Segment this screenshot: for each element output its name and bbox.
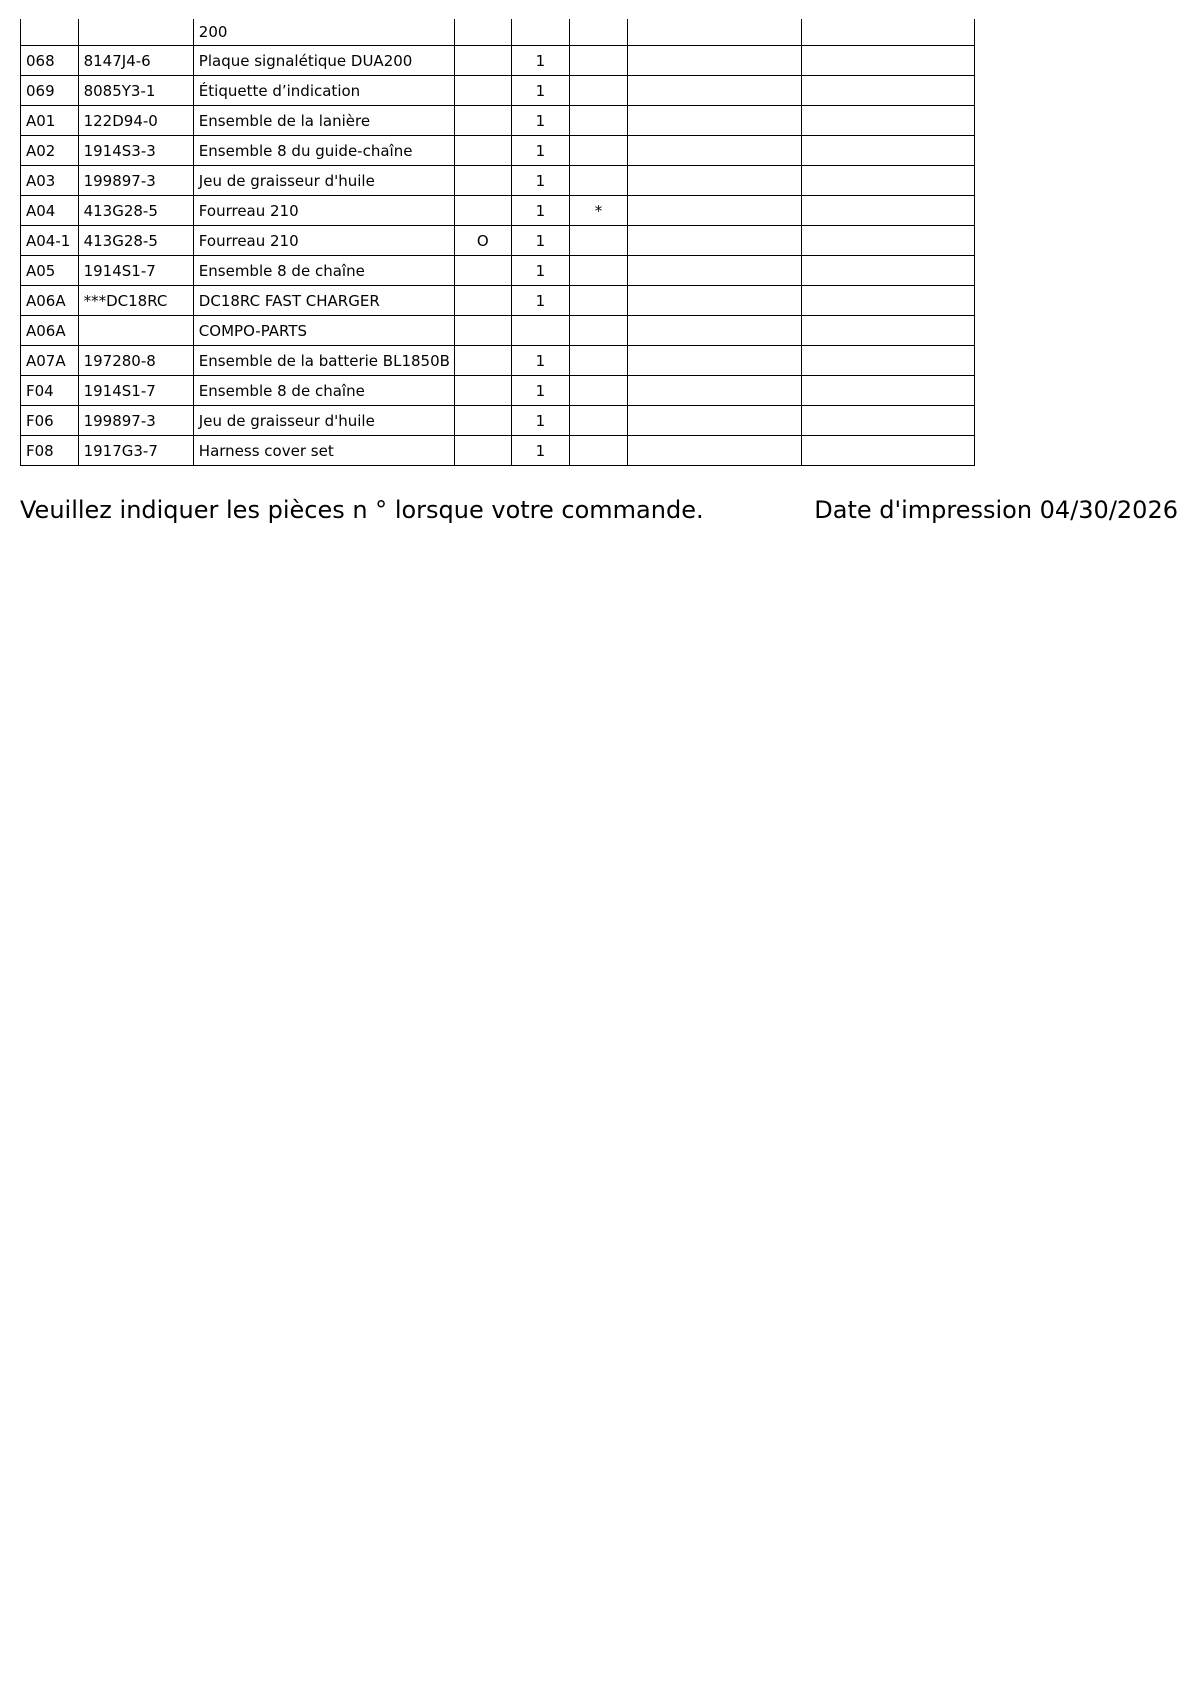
extra-cell-2 bbox=[802, 316, 975, 346]
extra-cell-1 bbox=[628, 376, 802, 406]
note-cell bbox=[569, 46, 628, 76]
quantity-cell: 1 bbox=[512, 46, 570, 76]
part-number-cell: 1914S3-3 bbox=[78, 136, 193, 166]
part-number-cell: 1914S1-7 bbox=[78, 376, 193, 406]
extra-cell-1 bbox=[628, 106, 802, 136]
note-cell bbox=[569, 19, 628, 46]
note-cell bbox=[569, 436, 628, 466]
note-cell bbox=[569, 136, 628, 166]
mark-cell bbox=[454, 286, 512, 316]
note-cell bbox=[569, 406, 628, 436]
quantity-cell: 1 bbox=[512, 286, 570, 316]
extra-cell-1 bbox=[628, 136, 802, 166]
mark-cell bbox=[454, 76, 512, 106]
extra-cell-2 bbox=[802, 376, 975, 406]
note-cell bbox=[569, 286, 628, 316]
extra-cell-2 bbox=[802, 166, 975, 196]
note-cell bbox=[569, 256, 628, 286]
extra-cell-2 bbox=[802, 286, 975, 316]
mark-cell: O bbox=[454, 226, 512, 256]
item-number-cell: A06A bbox=[21, 316, 79, 346]
quantity-cell: 1 bbox=[512, 196, 570, 226]
description-cell: DC18RC FAST CHARGER bbox=[193, 286, 454, 316]
table-row bbox=[21, 376, 975, 406]
table-row bbox=[21, 406, 975, 436]
item-number-cell: A02 bbox=[21, 136, 79, 166]
item-number-cell: A03 bbox=[21, 166, 79, 196]
extra-cell-2 bbox=[802, 46, 975, 76]
table-row bbox=[21, 316, 975, 346]
note-cell bbox=[569, 376, 628, 406]
table-row bbox=[21, 46, 975, 76]
extra-cell-2 bbox=[802, 256, 975, 286]
continuation-row bbox=[21, 19, 975, 46]
description-cell: Ensemble de la lanière bbox=[193, 106, 454, 136]
extra-cell-1 bbox=[628, 166, 802, 196]
extra-cell-1 bbox=[628, 19, 802, 46]
extra-cell-1 bbox=[628, 346, 802, 376]
mark-cell bbox=[454, 406, 512, 436]
mark-cell bbox=[454, 166, 512, 196]
description-cell: Fourreau 210 bbox=[193, 226, 454, 256]
mark-cell bbox=[454, 196, 512, 226]
mark-cell bbox=[454, 436, 512, 466]
description-cell: COMPO-PARTS bbox=[193, 316, 454, 346]
quantity-cell: 1 bbox=[512, 76, 570, 106]
item-number-cell bbox=[21, 19, 79, 46]
extra-cell-2 bbox=[802, 196, 975, 226]
part-number-cell: 199897-3 bbox=[78, 406, 193, 436]
description-cell: Jeu de graisseur d'huile bbox=[193, 166, 454, 196]
part-number-cell: 197280-8 bbox=[78, 346, 193, 376]
description-cell: Harness cover set bbox=[193, 436, 454, 466]
item-number-cell: A04-1 bbox=[21, 226, 79, 256]
quantity-cell: 1 bbox=[512, 166, 570, 196]
quantity-cell: 1 bbox=[512, 406, 570, 436]
description-cell: Ensemble 8 de chaîne bbox=[193, 376, 454, 406]
note-cell: * bbox=[569, 196, 628, 226]
quantity-cell: 1 bbox=[512, 226, 570, 256]
part-number-cell: 1914S1-7 bbox=[78, 256, 193, 286]
quantity-cell bbox=[512, 19, 570, 46]
description-cell: Jeu de graisseur d'huile bbox=[193, 406, 454, 436]
extra-cell-2 bbox=[802, 226, 975, 256]
extra-cell-1 bbox=[628, 406, 802, 436]
mark-cell bbox=[454, 136, 512, 166]
note-cell bbox=[569, 76, 628, 106]
extra-cell-2 bbox=[802, 76, 975, 106]
description-cell: Ensemble de la batterie BL1850B bbox=[193, 346, 454, 376]
item-number-cell: A07A bbox=[21, 346, 79, 376]
item-number-cell: A01 bbox=[21, 106, 79, 136]
quantity-cell: 1 bbox=[512, 346, 570, 376]
extra-cell-1 bbox=[628, 316, 802, 346]
table-row bbox=[21, 226, 975, 256]
extra-cell-1 bbox=[628, 286, 802, 316]
part-number-cell bbox=[78, 19, 193, 46]
note-cell bbox=[569, 106, 628, 136]
table-row bbox=[21, 196, 975, 226]
extra-cell-2 bbox=[802, 436, 975, 466]
note-cell bbox=[569, 166, 628, 196]
description-cell: Étiquette d’indication bbox=[193, 76, 454, 106]
parts-table bbox=[20, 19, 975, 466]
quantity-cell: 1 bbox=[512, 136, 570, 166]
mark-cell bbox=[454, 346, 512, 376]
table-row bbox=[21, 256, 975, 286]
extra-cell-2 bbox=[802, 346, 975, 376]
description-cell: Ensemble 8 de chaîne bbox=[193, 256, 454, 286]
quantity-cell bbox=[512, 316, 570, 346]
description-cell: Ensemble 8 du guide-chaîne bbox=[193, 136, 454, 166]
part-number-cell: 413G28-5 bbox=[78, 226, 193, 256]
extra-cell-2 bbox=[802, 106, 975, 136]
note-cell bbox=[569, 346, 628, 376]
item-number-cell: F08 bbox=[21, 436, 79, 466]
description-cell: Plaque signalétique DUA200 bbox=[193, 46, 454, 76]
table-row bbox=[21, 346, 975, 376]
table-row bbox=[21, 436, 975, 466]
extra-cell-1 bbox=[628, 256, 802, 286]
item-number-cell: 068 bbox=[21, 46, 79, 76]
item-number-cell: A04 bbox=[21, 196, 79, 226]
print-date: Date d'impression 04/30/2026 bbox=[814, 496, 1178, 524]
part-number-cell: 199897-3 bbox=[78, 166, 193, 196]
quantity-cell: 1 bbox=[512, 106, 570, 136]
item-number-cell: F04 bbox=[21, 376, 79, 406]
table-row bbox=[21, 166, 975, 196]
table-row bbox=[21, 136, 975, 166]
extra-cell-1 bbox=[628, 436, 802, 466]
mark-cell bbox=[454, 376, 512, 406]
extra-cell-1 bbox=[628, 76, 802, 106]
quantity-cell: 1 bbox=[512, 376, 570, 406]
item-number-cell: A05 bbox=[21, 256, 79, 286]
item-number-cell: 069 bbox=[21, 76, 79, 106]
extra-cell-2 bbox=[802, 136, 975, 166]
item-number-cell: F06 bbox=[21, 406, 79, 436]
part-number-cell: ***DC18RC bbox=[78, 286, 193, 316]
parts-table-body bbox=[21, 19, 975, 466]
part-number-cell: 8147J4-6 bbox=[78, 46, 193, 76]
mark-cell bbox=[454, 256, 512, 286]
mark-cell bbox=[454, 106, 512, 136]
quantity-cell: 1 bbox=[512, 256, 570, 286]
extra-cell-1 bbox=[628, 196, 802, 226]
table-row bbox=[21, 106, 975, 136]
part-number-cell: 122D94-0 bbox=[78, 106, 193, 136]
description-cell: 200 bbox=[193, 19, 454, 46]
note-cell bbox=[569, 226, 628, 256]
table-row bbox=[21, 76, 975, 106]
extra-cell-1 bbox=[628, 46, 802, 76]
description-cell: Fourreau 210 bbox=[193, 196, 454, 226]
mark-cell bbox=[454, 316, 512, 346]
quantity-cell: 1 bbox=[512, 436, 570, 466]
mark-cell bbox=[454, 19, 512, 46]
part-number-cell bbox=[78, 316, 193, 346]
extra-cell-2 bbox=[802, 19, 975, 46]
order-instruction: Veuillez indiquer les pièces n ° lorsque votre commande. bbox=[20, 496, 704, 524]
table-row bbox=[21, 286, 975, 316]
note-cell bbox=[569, 316, 628, 346]
part-number-cell: 413G28-5 bbox=[78, 196, 193, 226]
part-number-cell: 1917G3-7 bbox=[78, 436, 193, 466]
extra-cell-1 bbox=[628, 226, 802, 256]
item-number-cell: A06A bbox=[21, 286, 79, 316]
mark-cell bbox=[454, 46, 512, 76]
extra-cell-2 bbox=[802, 406, 975, 436]
part-number-cell: 8085Y3-1 bbox=[78, 76, 193, 106]
